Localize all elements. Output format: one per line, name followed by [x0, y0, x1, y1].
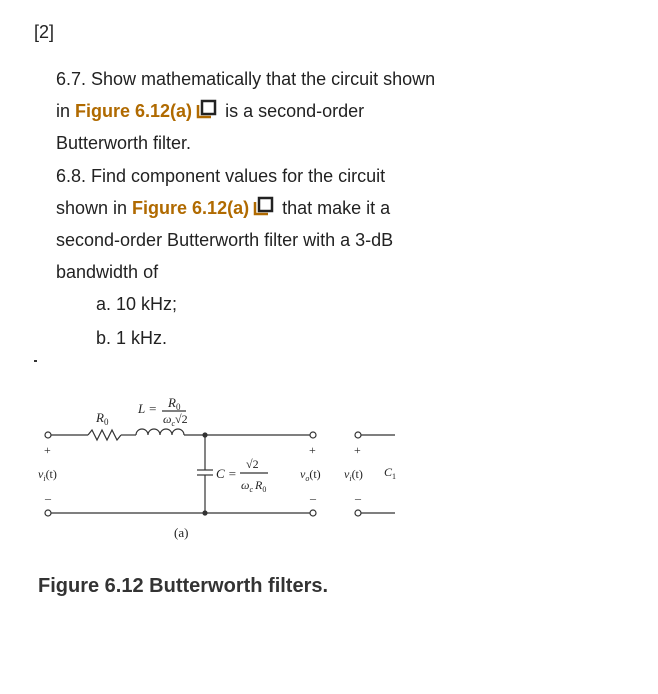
output-voltage-label: v [300, 467, 306, 481]
svg-text:vo(t): $v_o(t)$ [300, 467, 321, 483]
problem-6-8-line2: shown in Figure 6.12(a) that make it a [56, 198, 391, 218]
capacitor-label: C = [216, 466, 237, 481]
reference-number: [2] [34, 22, 55, 42]
svg-text:vi(t): $v_i(t)$ [38, 467, 57, 483]
problem-6-8-line1: 6.8. Find component values for the circuit [56, 166, 386, 186]
figure-link[interactable]: Figure 6.12(a) [132, 198, 250, 218]
figure-link[interactable]: Figure 6.12(a) [75, 101, 193, 121]
svg-text:C1: $C_1$ [384, 465, 397, 481]
r0-label: R [96, 410, 104, 425]
problem-6-8-line3: second-order Butterworth filter with a 3-dB [56, 230, 394, 250]
capacitor-denominator: ω [241, 478, 250, 492]
svg-text:vi(t): $v_i(t)$ [344, 467, 363, 483]
problem-6-8-line4: bandwidth of [56, 262, 159, 282]
svg-text:ωc√2: $\omega_c√2$ [163, 412, 188, 428]
svg-text:R0: $R_0$ [96, 410, 109, 427]
problem-6-7-line3: Butterworth filter. [56, 133, 192, 153]
input2-minus: – [355, 491, 361, 505]
divider-mark [34, 360, 37, 362]
svg-text:R0: $R_0$ [168, 395, 181, 412]
external-link-icon[interactable] [253, 196, 275, 216]
output-plus: + [309, 443, 316, 457]
inductor-label: L = [138, 401, 158, 416]
output-minus: – [310, 491, 316, 505]
input2-plus: + [354, 443, 361, 457]
circuit-diagram [0, 380, 420, 550]
problem-6-7 [56, 63, 616, 159]
external-link-icon[interactable] [196, 99, 218, 119]
problem-6-8 [56, 160, 616, 288]
capacitor-numerator: √2 [246, 457, 259, 471]
input-plus: + [44, 443, 51, 457]
item-a: a. 10 kHz; [96, 294, 178, 314]
input-voltage-label: v [38, 467, 44, 481]
problem-6-7-line1: 6.7. Show mathematically that the circuit shown [56, 69, 436, 89]
input-minus: – [45, 491, 51, 505]
input2-voltage-label: v [344, 467, 350, 481]
figure-caption: Figure 6.12 Butterworth filters. [38, 575, 329, 597]
item-b: b. 1 kHz. [96, 328, 168, 348]
inductor-denominator: ω [163, 412, 172, 426]
problem-6-7-line2: in Figure 6.12(a) is a second-order [56, 101, 365, 121]
c1-label: C [384, 465, 393, 479]
inductor-numerator: R [168, 395, 176, 410]
svg-text:ωcR0: $\omega_c$ $R_0$ [241, 478, 267, 494]
subfigure-label: (a) [174, 525, 189, 540]
